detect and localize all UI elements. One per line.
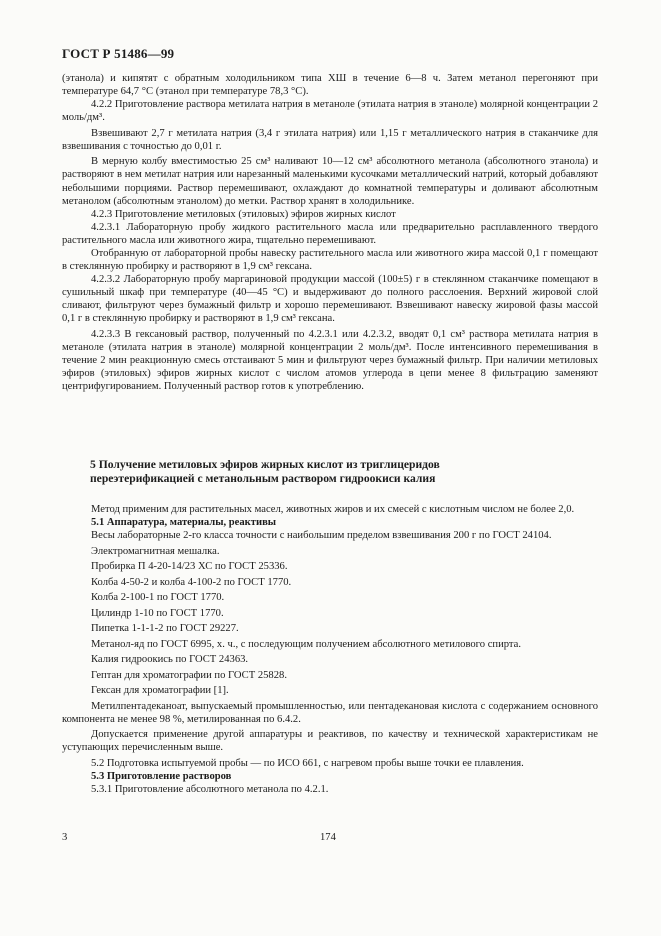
list-item: Колба 2-100-1 по ГОСТ 1770. — [91, 592, 225, 604]
paragraph: Взвешивают 2,7 г метилата натрия (3,4 г этилата натрия) или 1,15 г металлического натрия в стаканчике для взвешивания с точностью до 0,01 г. — [62, 127, 598, 152]
paragraph: 4.2.3 Приготовление метиловых (этиловых) эфиров жирных кислот — [91, 208, 396, 220]
paragraph: 5.2 Подготовка испытуемой пробы — по ИСО 661, с нагревом пробы выше точки ее плавления. — [91, 757, 524, 769]
subsection-heading-5-1: 5.1 Аппаратура, материалы, реактивы — [91, 517, 277, 529]
paragraph: 4.2.3.3 В гексановый раствор, полученный по 4.2.3.1 или 4.2.3.2, вводят 0,1 см³ раствора метилата натрия в метаноле (этилата натрия в этаноле) молярной концентрации 2 моль/дм³. После интенсивного перемешивания в течение 2 мин реакционную смесь отстаивают 5 мин и фильтруют через бумажный фильтр. При наличии метиловых эфиров (этиловых) эфиров жирных кислот с числом атомов углерода в цепи менее 8 фильтрацию заменяют центрифугированием. Полученный раствор готов к употреблению. — [62, 328, 598, 393]
section-heading-line: 5 Получение метиловых эфиров жирных кислот из триглицеридов — [90, 458, 440, 471]
section-heading-line: переэтерификацией с метанольным раствором гидроокиси калия — [90, 472, 436, 486]
standard-header: ГОСТ Р 51486—99 — [62, 46, 175, 61]
paragraph: 5.3.1 Приготовление абсолютного метанола по 4.2.1. — [91, 783, 329, 795]
list-item: Метанол-яд по ГОСТ 6995, х. ч., с последующим получением абсолютного метилового спирта. — [91, 638, 522, 650]
list-item: Допускается применение другой аппаратуры и реактивов, по качеству и технической характеристикам не уступающих перечисленным выше. — [62, 729, 598, 754]
list-item: Весы лабораторные 2-го класса точности с наибольшим пределом взвешивания 200 г по ГОСТ 24104. — [91, 530, 552, 542]
page-number: 3 — [62, 832, 68, 843]
list-item: Пробирка П 4-20-14/23 ХС по ГОСТ 25336. — [91, 561, 288, 573]
subsection-heading-5-3: 5.3 Приготовление растворов — [91, 770, 232, 782]
list-item: Колба 4-50-2 и колба 4-100-2 по ГОСТ 1770. — [91, 576, 292, 588]
text-block-4-2 — [62, 72, 598, 393]
list-item: Пипетка 1-1-1-2 по ГОСТ 29227. — [91, 623, 239, 635]
paragraph: Метод применим для растительных масел, животных жиров и их смесей с кислотным числом не более 2,0. — [91, 504, 575, 515]
list-item: Гексан для хроматографии [1]. — [91, 685, 229, 697]
list-item: Цилиндр 1-10 по ГОСТ 1770. — [91, 607, 224, 619]
paragraph: Отобранную от лабораторной пробы навеску растительного масла или животного жира массой 0,1 г помещают в стеклянную пробирку и растворяют в 1,9 см³ гексана. — [62, 248, 598, 273]
text-block-5 — [62, 503, 598, 796]
paragraph: 4.2.3.1 Лабораторную пробу жидкого растительного масла или предварительно расплавленного твердого растительного масла или животного жира, тщательно перемешивают. — [62, 221, 598, 246]
sheet-number: 174 — [320, 832, 336, 843]
paragraph: 4.2.2 Приготовление раствора метилата натрия в метаноле (этилата натрия в этаноле) молярной концентрации 2 моль/дм³. — [62, 99, 598, 124]
list-item: Калия гидроокись по ГОСТ 24363. — [91, 654, 249, 666]
paragraph: (этанола) и кипятят с обратным холодильником типа ХШ в течение 6—8 ч. Затем метанол перегоняют при температуре 64,7 °С (этанол при температуре 78,3 °С). — [62, 73, 598, 98]
section-5-heading — [90, 458, 570, 486]
list-item: Метилпентадеканоат, выпускаемый промышленностью, или пентадекановая кислота с содержанием основного компонента не менее 98 %, метилированная по 6.4.2. — [62, 700, 598, 725]
paragraph: В мерную колбу вместимостью 25 см³ наливают 10—12 см³ абсолютного метанола (абсолютного этанола) и растворяют в нем метилат натрия или нарезанный маленькими кусочками металлический натрий, который добавляют небольшими порциями. Раствор перемешивают, охлаждают до комнатной температуры и доливают абсолютным метанолом (абсолютным этанолом) до метки. Раствор хранят в холодильнике. — [62, 156, 598, 207]
paragraph: 4.2.3.2 Лабораторную пробу маргариновой продукции массой (100±5) г в стеклянном стаканчике помещают в сушильный шкаф при температуре (40—45 °С) и выдерживают до полного расслоения. Верхний жировой слой сливают, фильтруют через бумажный фильтр и хорошо перемешивают. Взвешивают навеску жировой фазы массой 0,1 г в стеклянную пробирку и растворяют в 1,9 см³ гексана. — [62, 274, 598, 325]
list-item: Электромагнитная мешалка. — [91, 545, 220, 557]
list-item: Гептан для хроматографии по ГОСТ 25828. — [91, 669, 287, 681]
